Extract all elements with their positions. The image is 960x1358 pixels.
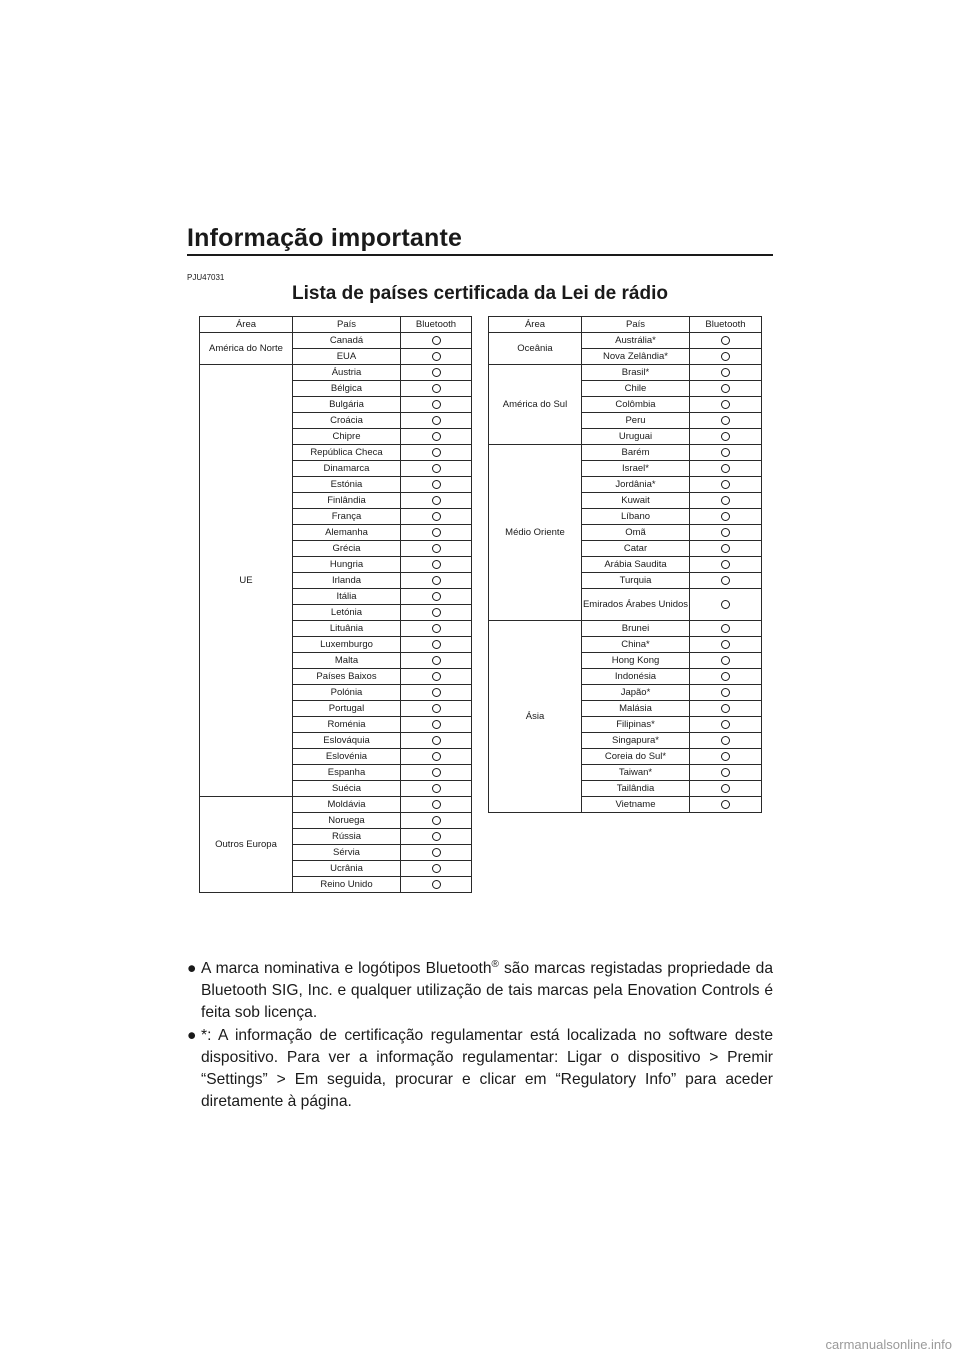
bluetooth-cell (401, 493, 472, 509)
area-cell: Ásia (489, 621, 582, 813)
circle-icon (432, 720, 441, 729)
table-header-row (489, 317, 762, 333)
circle-icon (432, 624, 441, 633)
country-cell: Croácia (293, 413, 401, 429)
country-cell: Moldávia (293, 797, 401, 813)
bluetooth-cell (690, 573, 762, 589)
circle-icon (721, 688, 730, 697)
bluetooth-cell (690, 365, 762, 381)
bluetooth-cell (690, 717, 762, 733)
bluetooth-cell (690, 445, 762, 461)
circle-icon (721, 736, 730, 745)
circle-icon (432, 560, 441, 569)
circle-icon (721, 544, 730, 553)
circle-icon (432, 528, 441, 537)
country-cell: França (293, 509, 401, 525)
country-cell: Catar (582, 541, 690, 557)
country-cell: Noruega (293, 813, 401, 829)
circle-icon (432, 816, 441, 825)
bluetooth-cell (690, 621, 762, 637)
circle-icon (721, 480, 730, 489)
country-cell: Brasil* (582, 365, 690, 381)
bluetooth-cell (401, 813, 472, 829)
country-cell: Israel* (582, 461, 690, 477)
country-cell: Peru (582, 413, 690, 429)
footer-watermark: carmanualsonline.info (825, 1337, 952, 1352)
country-cell: Kuwait (582, 493, 690, 509)
country-cell: Eslovénia (293, 749, 401, 765)
bluetooth-cell (690, 509, 762, 525)
table-row (489, 445, 762, 461)
bluetooth-cell (401, 861, 472, 877)
country-cell: Malta (293, 653, 401, 669)
country-cell: Dinamarca (293, 461, 401, 477)
circle-icon (432, 368, 441, 377)
note-trademark-text-2: são marcas registadas propriedade da Bluetooth SIG, Inc. e qualquer utilização de tais marcas pela Enovation Controls é feita sob licença. (201, 960, 773, 1021)
area-cell: América do Sul (489, 365, 582, 445)
title-rule (187, 254, 773, 256)
table-header-row (200, 317, 472, 333)
bluetooth-cell (690, 397, 762, 413)
bluetooth-cell (401, 365, 472, 381)
note-trademark-text-1: A marca nominativa e logótipos Bluetooth (201, 960, 492, 977)
circle-icon (432, 400, 441, 409)
table-row (200, 365, 472, 381)
circle-icon (432, 464, 441, 473)
country-cell: Chile (582, 381, 690, 397)
bluetooth-cell (690, 557, 762, 573)
circle-icon (721, 400, 730, 409)
circle-icon (721, 600, 730, 609)
country-cell: Tailândia (582, 781, 690, 797)
circle-icon (432, 352, 441, 361)
circle-icon (432, 656, 441, 665)
country-cell: Itália (293, 589, 401, 605)
bluetooth-cell (690, 589, 762, 621)
bluetooth-cell (401, 509, 472, 525)
bluetooth-cell (401, 765, 472, 781)
circle-icon (721, 720, 730, 729)
circle-icon (721, 336, 730, 345)
country-cell: Áustria (293, 365, 401, 381)
bluetooth-cell (401, 653, 472, 669)
country-cell: Chipre (293, 429, 401, 445)
section-title: Lista de países certificada da Lei de rádio (292, 283, 668, 304)
bluetooth-cell (401, 397, 472, 413)
country-cell: Ucrânia (293, 861, 401, 877)
notes (187, 958, 773, 1114)
bluetooth-cell (401, 349, 472, 365)
header-area: Área (489, 317, 582, 333)
circle-icon (721, 656, 730, 665)
country-cell: Sérvia (293, 845, 401, 861)
circle-icon (432, 592, 441, 601)
circle-icon (432, 448, 441, 457)
circle-icon (432, 496, 441, 505)
bluetooth-cell (690, 701, 762, 717)
bluetooth-cell (401, 541, 472, 557)
bluetooth-cell (401, 685, 472, 701)
bluetooth-cell (401, 445, 472, 461)
country-cell: Jordânia* (582, 477, 690, 493)
country-cell: Portugal (293, 701, 401, 717)
country-cell: Singapura* (582, 733, 690, 749)
circle-icon (721, 368, 730, 377)
circle-icon (432, 704, 441, 713)
circle-icon (432, 768, 441, 777)
country-cell: Luxemburgo (293, 637, 401, 653)
bluetooth-cell (401, 477, 472, 493)
circle-icon (721, 384, 730, 393)
bluetooth-cell (690, 685, 762, 701)
country-cell: República Checa (293, 445, 401, 461)
header-country: País (293, 317, 401, 333)
country-cell: Finlândia (293, 493, 401, 509)
area-cell: Oceânia (489, 333, 582, 365)
country-cell: Indonésia (582, 669, 690, 685)
circle-icon (432, 784, 441, 793)
bluetooth-cell (401, 637, 472, 653)
circle-icon (721, 528, 730, 537)
circle-icon (432, 416, 441, 425)
note-trademark (187, 958, 773, 1024)
country-cell: Lituânia (293, 621, 401, 637)
country-cell: Grécia (293, 541, 401, 557)
country-cell: Irlanda (293, 573, 401, 589)
country-cell: EUA (293, 349, 401, 365)
circle-icon (432, 512, 441, 521)
circle-icon (721, 640, 730, 649)
country-cell: Países Baixos (293, 669, 401, 685)
bluetooth-cell (401, 829, 472, 845)
page-title: Informação importante (187, 224, 463, 252)
circle-icon (721, 672, 730, 681)
country-cell: Letónia (293, 605, 401, 621)
circle-icon (721, 464, 730, 473)
country-cell: Omã (582, 525, 690, 541)
bluetooth-cell (690, 541, 762, 557)
circle-icon (721, 704, 730, 713)
bluetooth-cell (690, 733, 762, 749)
circle-icon (721, 448, 730, 457)
circle-icon (432, 800, 441, 809)
country-cell: Hong Kong (582, 653, 690, 669)
bluetooth-cell (401, 525, 472, 541)
table-row (489, 621, 762, 637)
country-cell: Espanha (293, 765, 401, 781)
circle-icon (432, 576, 441, 585)
right-country-table (488, 316, 762, 813)
circle-icon (432, 672, 441, 681)
note-certification-text: *: A informação de certificação regulamentar está localizada no software deste dispositivo. Para ver a informação regulamentar: Ligar o dispositivo > Premir “Settings” > Em seguida, procurar e clicar em “Regulatory Info” para aceder diretamente à página. (201, 1027, 773, 1110)
circle-icon (721, 496, 730, 505)
bluetooth-cell (690, 669, 762, 685)
bluetooth-cell (401, 573, 472, 589)
country-cell: Roménia (293, 717, 401, 733)
circle-icon (721, 784, 730, 793)
bluetooth-cell (401, 733, 472, 749)
bluetooth-cell (401, 669, 472, 685)
bluetooth-cell (690, 781, 762, 797)
bluetooth-cell (690, 637, 762, 653)
circle-icon (721, 512, 730, 521)
country-cell: Eslováquia (293, 733, 401, 749)
country-cell: Turquia (582, 573, 690, 589)
country-cell: Vietname (582, 797, 690, 813)
bluetooth-cell (690, 349, 762, 365)
circle-icon (432, 480, 441, 489)
bluetooth-cell (401, 557, 472, 573)
circle-icon (721, 416, 730, 425)
country-cell: China* (582, 637, 690, 653)
circle-icon (432, 608, 441, 617)
circle-icon (721, 560, 730, 569)
bluetooth-cell (690, 797, 762, 813)
bluetooth-cell (401, 413, 472, 429)
bluetooth-cell (401, 333, 472, 349)
bluetooth-cell (690, 429, 762, 445)
circle-icon (432, 880, 441, 889)
circle-icon (432, 336, 441, 345)
registered-mark: ® (491, 958, 499, 970)
country-cell: Hungria (293, 557, 401, 573)
bluetooth-cell (690, 413, 762, 429)
bluetooth-cell (690, 381, 762, 397)
bluetooth-cell (401, 381, 472, 397)
circle-icon (432, 544, 441, 553)
country-cell: Bélgica (293, 381, 401, 397)
bluetooth-cell (690, 765, 762, 781)
table-row (489, 333, 762, 349)
header-country: País (582, 317, 690, 333)
bluetooth-cell (401, 749, 472, 765)
area-cell: América do Norte (200, 333, 293, 365)
circle-icon (432, 640, 441, 649)
country-cell: Líbano (582, 509, 690, 525)
bluetooth-cell (690, 653, 762, 669)
country-cell: Estónia (293, 477, 401, 493)
area-cell: UE (200, 365, 293, 797)
country-cell: Colômbia (582, 397, 690, 413)
area-cell: Médio Oriente (489, 445, 582, 621)
note-certification (187, 1025, 773, 1113)
header-bluetooth: Bluetooth (690, 317, 762, 333)
bluetooth-cell (401, 461, 472, 477)
bluetooth-cell (690, 749, 762, 765)
area-cell: Outros Europa (200, 797, 293, 893)
document-code: PJU47031 (187, 273, 225, 282)
bluetooth-cell (401, 845, 472, 861)
circle-icon (432, 432, 441, 441)
bluetooth-cell (401, 717, 472, 733)
circle-icon (432, 864, 441, 873)
country-cell: Polónia (293, 685, 401, 701)
country-cell: Rússia (293, 829, 401, 845)
circle-icon (721, 352, 730, 361)
country-cell: Reino Unido (293, 877, 401, 893)
bluetooth-cell (690, 461, 762, 477)
country-cell: Emirados Árabes Unidos (582, 589, 690, 621)
circle-icon (432, 688, 441, 697)
circle-icon (721, 752, 730, 761)
country-cell: Taiwan* (582, 765, 690, 781)
circle-icon (432, 848, 441, 857)
country-cell: Coreia do Sul* (582, 749, 690, 765)
table-row (200, 797, 472, 813)
bluetooth-cell (401, 429, 472, 445)
bluetooth-cell (401, 797, 472, 813)
bluetooth-cell (401, 605, 472, 621)
left-country-table (199, 316, 472, 893)
country-cell: Canadá (293, 333, 401, 349)
circle-icon (432, 832, 441, 841)
country-cell: Bulgária (293, 397, 401, 413)
circle-icon (432, 736, 441, 745)
bluetooth-cell (690, 525, 762, 541)
country-cell: Malásia (582, 701, 690, 717)
country-cell: Alemanha (293, 525, 401, 541)
bluetooth-cell (401, 877, 472, 893)
bluetooth-cell (401, 701, 472, 717)
circle-icon (432, 752, 441, 761)
country-cell: Nova Zelândia* (582, 349, 690, 365)
bluetooth-cell (690, 493, 762, 509)
circle-icon (721, 800, 730, 809)
bluetooth-cell (401, 781, 472, 797)
country-cell: Suécia (293, 781, 401, 797)
table-row (200, 333, 472, 349)
circle-icon (721, 624, 730, 633)
bullet-icon: ● (187, 1027, 197, 1044)
country-cell: Austrália* (582, 333, 690, 349)
header-bluetooth: Bluetooth (401, 317, 472, 333)
bluetooth-cell (401, 589, 472, 605)
bluetooth-cell (401, 621, 472, 637)
country-cell: Barém (582, 445, 690, 461)
country-cell: Filipinas* (582, 717, 690, 733)
bluetooth-cell (690, 333, 762, 349)
circle-icon (721, 768, 730, 777)
bluetooth-cell (690, 477, 762, 493)
bullet-icon: ● (187, 960, 197, 977)
country-cell: Uruguai (582, 429, 690, 445)
country-cell: Brunei (582, 621, 690, 637)
table-row (489, 365, 762, 381)
country-cell: Japão* (582, 685, 690, 701)
circle-icon (721, 432, 730, 441)
header-area: Área (200, 317, 293, 333)
circle-icon (432, 384, 441, 393)
country-cell: Arábia Saudita (582, 557, 690, 573)
circle-icon (721, 576, 730, 585)
